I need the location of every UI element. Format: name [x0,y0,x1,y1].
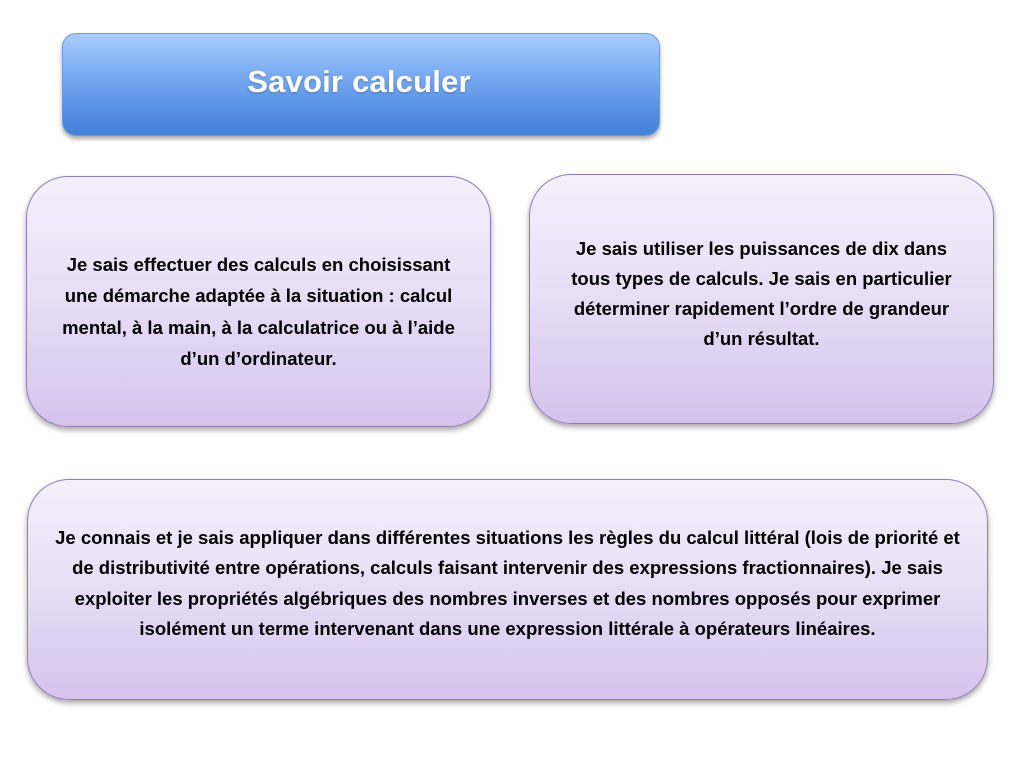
skill-card-text: Je connais et je sais appliquer dans différentes situations les règles du calcul littéral (lois de priorité et de distributivité entre opérations, calculs faisant intervenir des expressions fractionnaires). Je sais exploiter les propriétés algébriques des nombres inverses et des nombres opposés pour exprimer isolément un terme intervenant dans une expression littérale à opérateurs linéaires. [55,526,960,639]
title-banner [62,33,660,136]
slide-title: Savoir calculer [247,64,471,99]
skill-card-text: Je sais utiliser les puissances de dix dans tous types de calculs. Je sais en particulier déterminer rapidement l’ordre de grandeur d’un résultat. [571,237,952,350]
skill-card-literal-calculation [27,479,988,700]
skill-card-mental-calculation [26,176,491,427]
skill-card-powers-of-ten [529,174,994,424]
skill-card-text: Je sais effectuer des calculs en choisissant une démarche adaptée à la situation : calcul mental, à la main, à la calculatrice ou à l’aide d’un d’ordinateur. [62,254,455,369]
